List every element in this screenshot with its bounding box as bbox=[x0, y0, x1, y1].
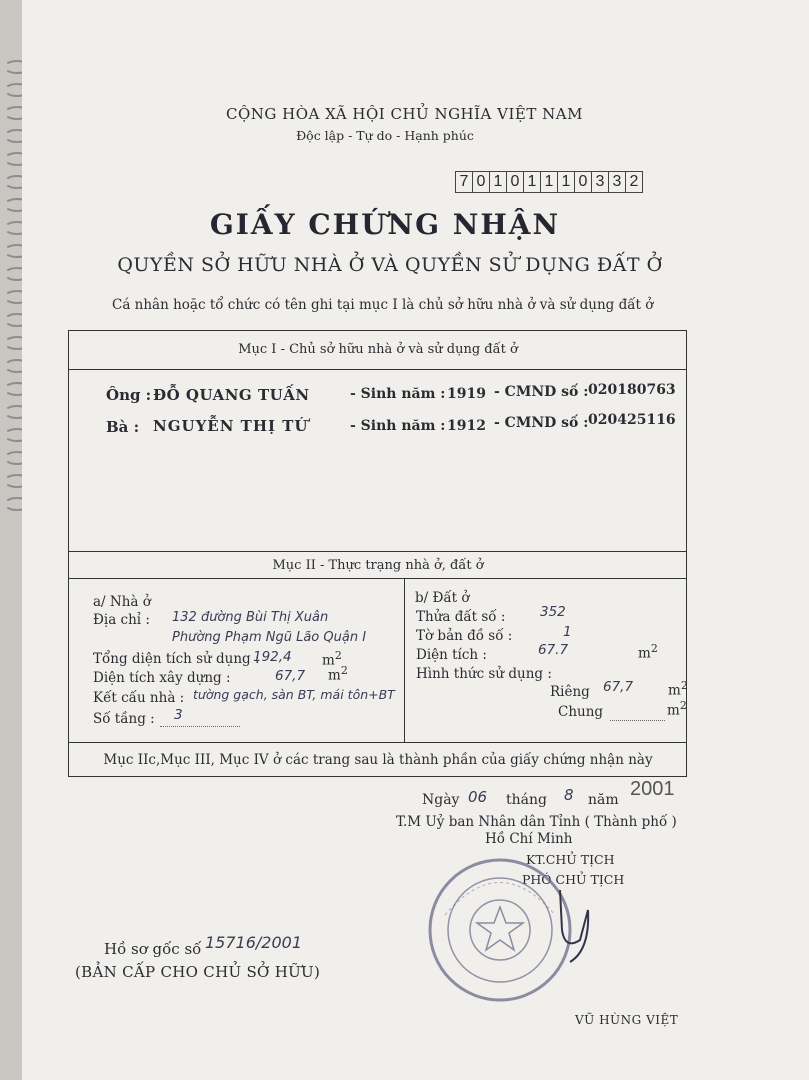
serial-number-boxes bbox=[455, 171, 643, 193]
birth-label: - Sinh năm : bbox=[350, 386, 446, 402]
id-label: - CMND số : bbox=[494, 415, 589, 431]
date-day-label: Ngày bbox=[422, 792, 460, 808]
map-label: Tờ bản đồ số : bbox=[416, 628, 513, 644]
signature-scribble-icon bbox=[540, 880, 610, 970]
copy-note: (BẢN CẤP CHO CHỦ SỞ HỮU) bbox=[75, 963, 321, 981]
owner-prefix: Bà : bbox=[106, 418, 140, 436]
total-area-value: 192,4 bbox=[253, 649, 292, 665]
id-number: 020180763 bbox=[588, 382, 676, 398]
serial-digit: 0 bbox=[473, 172, 490, 192]
usage-label: Hình thức sử dụng : bbox=[416, 666, 552, 682]
parcel-value: 352 bbox=[540, 604, 566, 620]
land-area-label: Diện tích : bbox=[416, 647, 487, 663]
date-month-label: tháng bbox=[506, 792, 547, 808]
id-number: 020425116 bbox=[588, 412, 676, 428]
divider bbox=[69, 369, 686, 370]
certificate-subtitle: QUYỀN SỞ HỮU NHÀ Ở VÀ QUYỀN SỬ DỤNG ĐẤT Ở bbox=[117, 254, 663, 276]
birth-year: 1919 bbox=[447, 386, 486, 402]
structure-label: Kết cấu nhà : bbox=[93, 690, 185, 706]
private-label: Riêng bbox=[550, 684, 590, 700]
deputy-line: KT.CHỦ TỊCH bbox=[526, 852, 615, 867]
certificate-title: GIẤY CHỨNG NHẬN bbox=[209, 208, 561, 241]
authority-line2: Hồ Chí Minh bbox=[485, 831, 573, 847]
address-line2: Phường Phạm Ngũ Lão Quận I bbox=[172, 630, 367, 645]
date-year-label: năm bbox=[588, 792, 619, 808]
serial-digit: 3 bbox=[609, 172, 626, 192]
republic-heading: CỘNG HÒA XÃ HỘI CHỦ NGHĨA VIỆT NAM bbox=[226, 105, 583, 123]
structure-value: tường gạch, sàn BT, mái tôn+BT bbox=[193, 687, 395, 702]
owner-name: ĐỖ QUANG TUẤN bbox=[153, 386, 310, 404]
owner-name: NGUYỄN THỊ TỨ bbox=[153, 417, 309, 435]
shared-unit: $m^2$ bbox=[667, 699, 687, 719]
floors-value: 3 bbox=[174, 707, 183, 723]
owner-prefix: Ông : bbox=[106, 386, 152, 404]
parcel-label: Thửa đất số : bbox=[416, 609, 506, 625]
motto: Độc lập - Tự do - Hạnh phúc bbox=[296, 128, 474, 143]
birth-year: 1912 bbox=[447, 418, 486, 434]
birth-label: - Sinh năm : bbox=[350, 418, 446, 434]
serial-digit: 0 bbox=[507, 172, 524, 192]
serial-digit: 0 bbox=[575, 172, 592, 192]
serial-digit: 3 bbox=[592, 172, 609, 192]
floors-label: Số tầng : bbox=[93, 711, 155, 727]
vice-line: PHÓ CHỦ TỊCH bbox=[522, 872, 625, 887]
id-label: - CMND số : bbox=[494, 384, 589, 400]
land-area-value: 67.7 bbox=[538, 642, 569, 658]
total-area-label: Tổng diện tích sử dụng : bbox=[93, 651, 260, 667]
divider bbox=[69, 551, 686, 552]
footer-note: Mục IIc,Mục III, Mục IV ở các trang sau là thành phần của giấy chứng nhận này bbox=[103, 752, 653, 768]
address-line1: 132 đường Bùi Thị Xuân bbox=[172, 610, 329, 625]
authority-line1: T.M Uỷ ban Nhân dân Tỉnh ( Thành phố ) bbox=[396, 814, 677, 830]
map-value: 1 bbox=[563, 624, 572, 640]
private-value: 67,7 bbox=[603, 679, 634, 695]
divider bbox=[69, 742, 686, 743]
date-year: 2001 bbox=[630, 778, 675, 800]
serial-digit: 1 bbox=[558, 172, 575, 192]
serial-digit: 2 bbox=[629, 173, 639, 190]
divider bbox=[69, 578, 686, 579]
serial-digit: 7 bbox=[456, 172, 473, 192]
signer-name: VŨ HÙNG VIỆT bbox=[575, 1013, 679, 1027]
date-day: 06 bbox=[468, 788, 488, 806]
house-title: a/ Nhà ở bbox=[93, 594, 151, 610]
total-area-unit: $m^2$ bbox=[322, 649, 342, 669]
address-label: Địa chỉ : bbox=[93, 612, 150, 628]
section1-heading: Mục I - Chủ sở hữu nhà ở và sử dụng đất ở bbox=[238, 342, 518, 357]
built-area-label: Diện tích xây dựng : bbox=[93, 670, 231, 686]
built-area-value: 67,7 bbox=[275, 668, 306, 684]
intro-text: Cá nhân hoặc tổ chức có tên ghi tại mục I là chủ sở hữu nhà ở và sử dụng đất ở bbox=[112, 297, 654, 313]
record-number: 15716/2001 bbox=[205, 933, 303, 952]
date-month: 8 bbox=[564, 786, 574, 804]
serial-digit: 1 bbox=[541, 172, 558, 192]
shared-label: Chung bbox=[558, 704, 604, 720]
serial-digit: 1 bbox=[524, 172, 541, 192]
land-area-unit: $m^2$ bbox=[638, 642, 658, 662]
built-area-unit: $m^2$ bbox=[328, 664, 348, 684]
section2-heading: Mục II - Thực trạng nhà ở, đất ở bbox=[272, 558, 484, 573]
private-unit: $m^2$ bbox=[668, 679, 688, 699]
land-title: b/ Đất ở bbox=[415, 590, 470, 606]
column-divider bbox=[404, 579, 405, 742]
record-label: Hồ sơ gốc số bbox=[104, 940, 202, 958]
serial-digit: 1 bbox=[490, 172, 507, 192]
